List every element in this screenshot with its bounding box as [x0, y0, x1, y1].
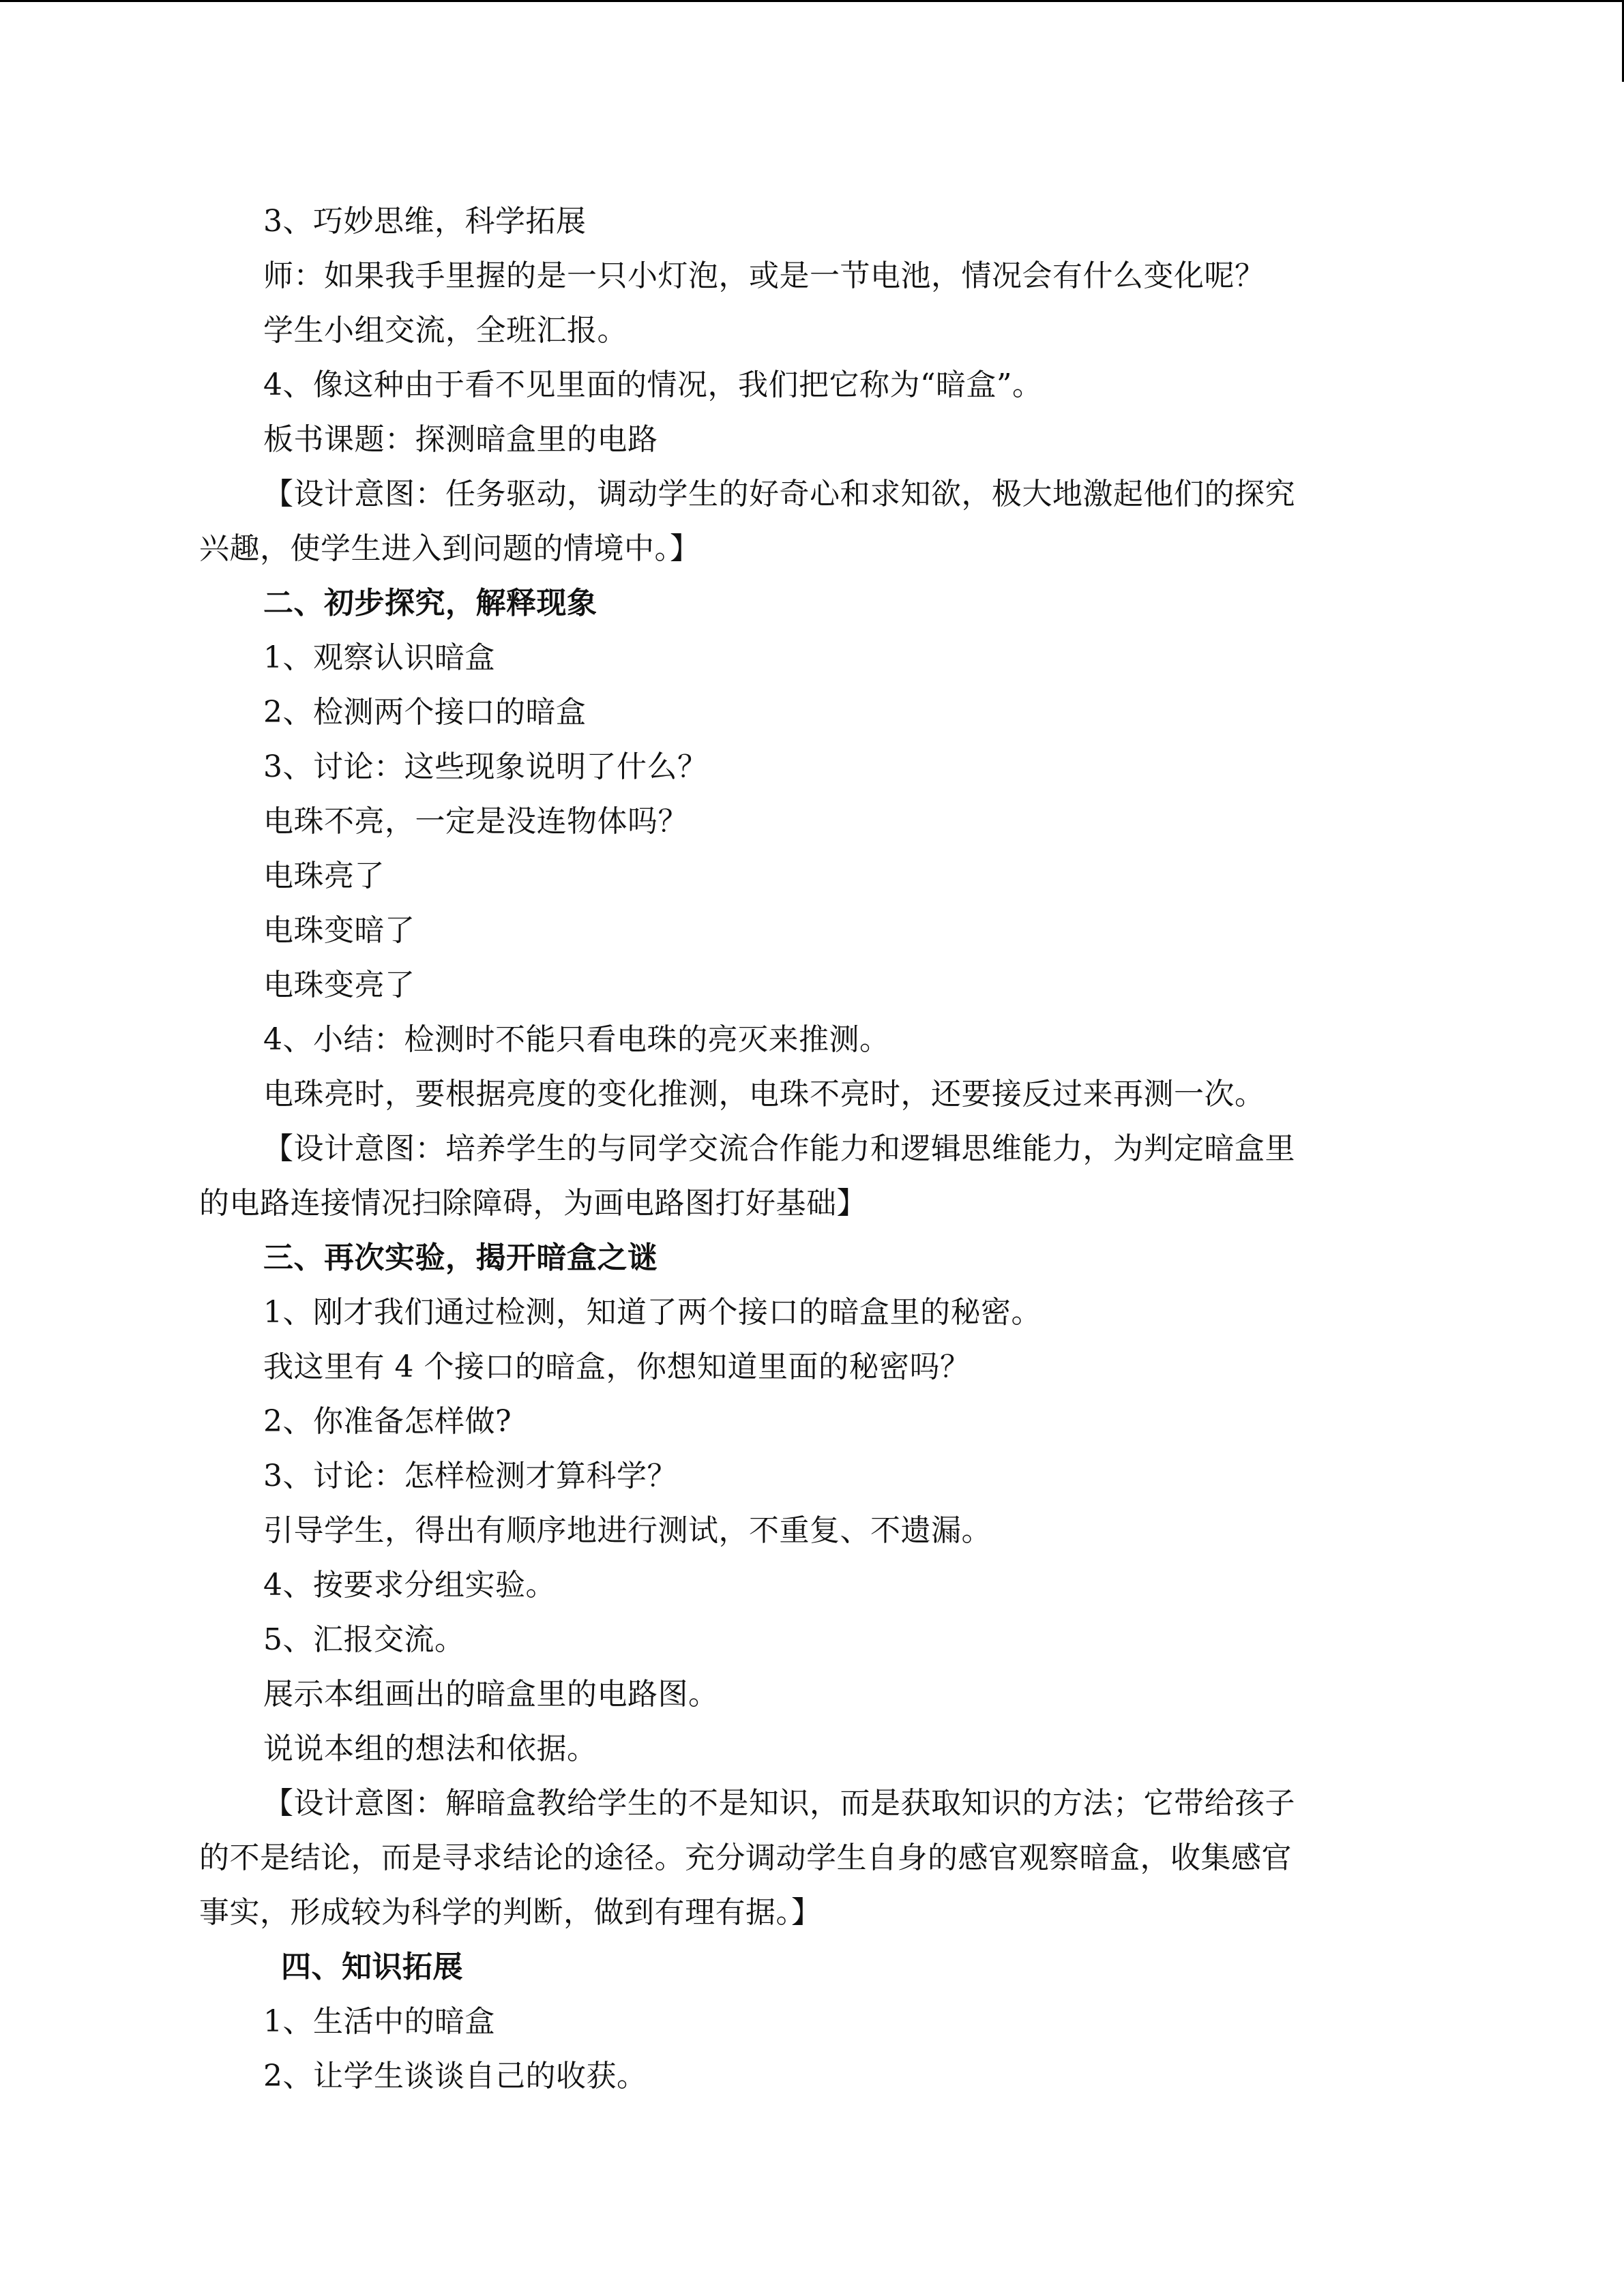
body-line: 电珠不亮，一定是没连物体吗？: [263, 804, 688, 839]
design-intent-line: 的电路连接情况扫除障碍，为画电路图打好基础】: [199, 1186, 867, 1221]
section-heading-2: 二、初步探究，解释现象: [263, 586, 597, 621]
body-line: 电珠变亮了: [263, 968, 415, 1002]
teacher-question: 师：如果我手里握的是一只小灯泡，或是一节电池，情况会有什么变化呢？: [263, 258, 1265, 293]
list-item: 2、检测两个接口的暗盒: [263, 695, 587, 730]
section-heading-4: 四、知识拓展: [281, 1950, 463, 1984]
section-item-3: 3、巧妙思维，科学拓展: [263, 204, 587, 239]
design-intent-line: 【设计意图：任务驱动，调动学生的好奇心和求知欲，极大地激起他们的探究: [263, 477, 1295, 511]
design-intent-paragraph-1: [199, 467, 1379, 576]
list-item: 5、汇报交流。: [263, 1622, 465, 1657]
design-intent-line: 兴趣，使学生进入到问题的情境中。】: [199, 531, 700, 566]
section-item-4: 4、像这种由于看不见里面的情况，我们把它称为“暗盒”。: [263, 368, 1043, 402]
list-item: 3、讨论：这些现象说明了什么？: [263, 749, 708, 784]
design-intent-line: 事实，形成较为科学的判断，做到有理有据。】: [199, 1895, 822, 1930]
document-body: [199, 194, 1379, 2104]
body-line: 说说本组的想法和依据。: [263, 1731, 597, 1766]
design-intent-line: 【设计意图：解暗盒教给学生的不是知识，而是获取知识的方法；它带给孩子: [263, 1786, 1295, 1821]
design-intent-paragraph-2: [199, 1122, 1379, 1231]
body-line: 学生小组交流，全班汇报。: [263, 313, 628, 348]
section-heading-3: 三、再次实验，揭开暗盒之谜: [263, 1240, 658, 1275]
list-item: 3、讨论：怎样检测才算科学？: [263, 1459, 677, 1493]
list-item: 4、小结：检测时不能只看电珠的亮灭来推测。: [263, 1022, 890, 1057]
design-intent-paragraph-3: [199, 1776, 1379, 1940]
body-line: 引导学生，得出有顺序地进行测试，不重复、不遗漏。: [263, 1513, 992, 1548]
list-item: 1、观察认识暗盒: [263, 640, 495, 675]
list-item: 2、你准备怎样做?: [263, 1404, 512, 1439]
body-line: 展示本组画出的暗盒里的电路图。: [263, 1677, 719, 1712]
list-item: 1、生活中的暗盒: [263, 2004, 495, 2039]
body-line: 我这里有 4 个接口的暗盒，你想知道里面的秘密吗？: [263, 1350, 971, 1384]
list-item: 2、让学生谈谈自己的收获。: [263, 2059, 647, 2093]
list-item: 4、按要求分组实验。: [263, 1568, 556, 1602]
body-line: 电珠亮了: [263, 859, 385, 893]
design-intent-line: 【设计意图：培养学生的与同学交流合作能力和逻辑思维能力，为判定暗盒里: [263, 1131, 1295, 1166]
design-intent-line: 的不是结论，而是寻求结论的途径。充分调动学生自身的感官观察暗盒，收集感官: [199, 1840, 1292, 1875]
body-line: 电珠变暗了: [263, 913, 415, 948]
page-top-border: [0, 0, 1624, 2]
blackboard-title: 板书课题：探测暗盒里的电路: [263, 422, 658, 457]
list-item: 1、刚才我们通过检测，知道了两个接口的暗盒里的秘密。: [263, 1295, 1042, 1330]
body-line: 电珠亮时，要根据亮度的变化推测，电珠不亮时，还要接反过来再测一次。: [263, 1077, 1265, 1112]
